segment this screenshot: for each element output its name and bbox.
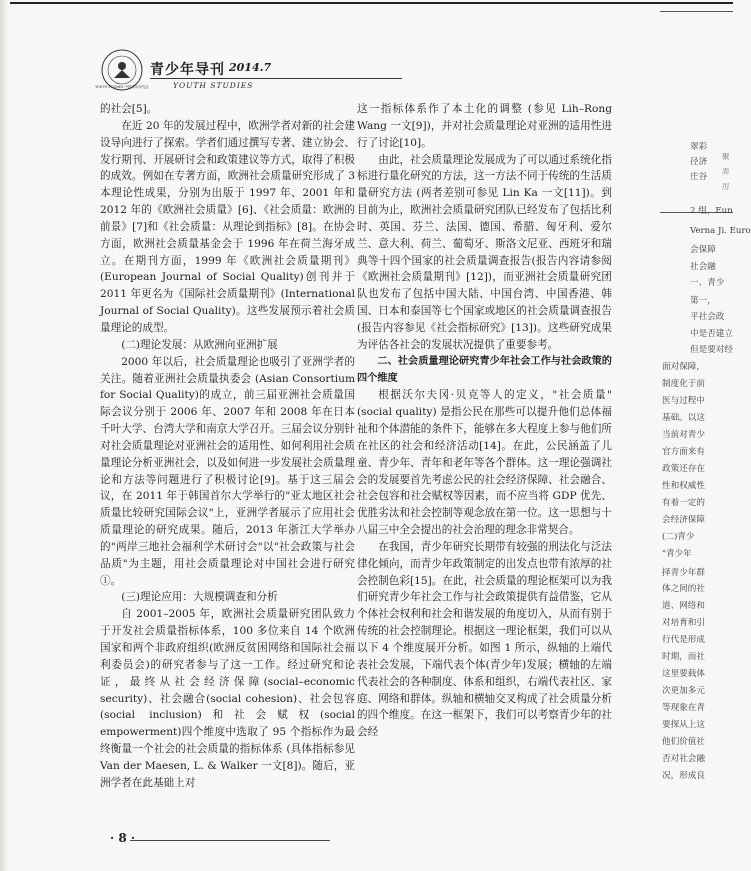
next-page-fragment: 行代是形成 <box>662 635 705 645</box>
next-page-fragment: 时期，而社 <box>662 652 705 662</box>
next-page-fragment: 会保障 <box>690 245 716 255</box>
paragraph: 由此，社会质量理论发展成为了可以通过系统化指标进行量化研究的方法，这一方法不同于传统的生活质量研究方法 (两者差别可参见 Lin Ka 一文[11])。到目前为止，欧洲社会质量研究团队已经发布了包括比利时、英国、芬兰、法国、德国、希腊、匈牙利、爱尔兰、意大利、荷兰、葡萄牙、斯洛文尼亚、西班牙和瑞典等十四个国家的社会质量调查报告(报告内容请参阅《欧洲社会质量期刊》[12])，而亚洲社会质量研究团队也发布了包括中国大陆、中国台湾、中国香港、韩国、日本和泰国等七个国家或地区的社会质量调查报告(报告内容参见《社会指标研究》[13])。这些研究成果为评估各社会的发展状况提供了重要参考。 <box>357 153 612 351</box>
next-page-ghost-glyph: 弄 <box>722 167 730 176</box>
paragraph: 在我国，青少年研究长期带有较强的刑法化与泛法律化倾向，而青少年政策制定的出发点也带有浓厚的社会控制色彩[15]。在此，社会质量的理论框架可以为我们研究青少年社会工作与社会政策提供有益借鉴，它从个体社会权利和社会和谐发展的角度切入，从而有别于传统的社会控制理论。根据这一理论框架，我们可以从以下 4 个维度展开分析。如图 1 所示，纵轴的上端代表社会发展，下端代表个体(青少年)发展；横轴的左端代表社会的各种制度、体系和组织，右端代表社区、家庭、网络和群体。纵轴和横轴交叉构成了社会质量分析的四个维度。在这一框架下，我们可以考察青少年的社会经 <box>357 540 612 739</box>
next-page-fragment: 这里要载体 <box>662 669 705 679</box>
journal-title: 青少年导刊 <box>150 62 225 78</box>
journal-title-en: YOUTH STUDIES <box>173 81 254 90</box>
issue-number: 2014.7 <box>229 61 272 74</box>
next-page-bleed <box>660 0 751 871</box>
next-page-top-rule <box>660 11 733 12</box>
page-number: · 8 · <box>110 831 136 845</box>
paragraph: 2000 年以后，社会质量理论也吸引了亚洲学者的关注。随着亚洲社会质量执委会 (Asian Consortium for Social Quality)的成立，前三届亚洲社会质量国际会议分别于 2006 年、2007 年和 2008 年在日本千叶大学、台湾大学和南京大学召开。三届会议分别针对社会质量理论对亚洲社会的适用性、如何利用社会质量理论分析亚洲社会，以及如何进一步发展社会质量理论和方法等问题进行了积极讨论[9]。基于这三届会议，在 2011 年于韩国首尔大学举行的"亚太地区社会质量比较研究国际会议"上，亚洲学者展示了应用社会质量理论的研究成果。随后，2013 年浙江大学举办的"两岸三地社会福利学术研讨会"以"社会政策与社会品质"为主题，用社会质量理论对中国社会进行研究①。 <box>100 355 355 587</box>
next-page-fragment: 第一， <box>690 296 716 306</box>
next-page-fragment: 径济 <box>690 157 708 167</box>
right-text-column <box>357 101 612 741</box>
next-page-fragment: 对培育和引 <box>662 618 705 628</box>
next-page-fragment: (二)青少 <box>662 532 695 542</box>
next-page-ghost-glyph: 厉 <box>722 182 730 191</box>
paragraph: 在近 20 年的发展过程中，欧洲学者对新的社会建设导向进行了探索。学者们通过撰写专著、建立协会、发行期刊、开展研讨会和政策建议等方式，取得了积极的成效。例如在专著方面，欧洲社会质量研究形成了 3 本理论性成果，分别为出版于 1997 年、2001 年和 2012 年的《欧洲社会质量》[6]、《社会质量：欧洲的前景》[7]和《社会质量：从理论到指标》[8]。在协会方面，欧洲社会质量基金会于 1996 年在荷兰海牙成立。在期刊方面，1999 年《欧洲社会质量期刊》(European Journal of Social Quality)创刊并于 2011 年更名为《国际社会质量期刊》(International Journal of Social Quality)。这些发展预示着社会质量理论的成型。 <box>100 119 355 334</box>
next-page-fragment: 当前对青少 <box>662 430 705 440</box>
next-page-fragment: 面对保障， <box>662 362 705 372</box>
paragraph: 这一指标体系作了本土化的调整 (参见 Lih–Rong Wang 一文[9])，并对社会质量理论对亚洲的适用性进行了讨论[10]。 <box>357 103 612 149</box>
next-page-fragment: 否对社会融 <box>662 754 705 764</box>
next-page-fragment: 平社会政 <box>690 312 725 322</box>
next-page-fragment: 他们价值社 <box>662 737 705 747</box>
next-page-fragment: 有着一定的 <box>662 498 705 508</box>
next-page-fragment: "青少年 <box>662 549 692 559</box>
next-page-fragment: 一、青少 <box>690 278 725 288</box>
next-page-fragment: 庄谷 <box>690 172 708 182</box>
paragraph: 的社会[5]。 <box>100 103 158 115</box>
next-page-fragment: 中是否建立 <box>690 329 733 339</box>
next-page-fragment: 制度化于前 <box>662 379 705 389</box>
next-page-fragment: 翠彩 <box>690 142 708 152</box>
top-rule <box>10 2 733 4</box>
next-page-fragment: 体之间的社 <box>662 584 705 594</box>
subsection-heading: (二)理论发展：从欧洲向亚洲扩展 <box>121 338 278 351</box>
logo-text: YOUTH STUDIES 中国青年研究会 <box>95 85 149 89</box>
next-page-fragment: 等现象在青 <box>662 703 705 713</box>
left-text-column <box>100 101 355 792</box>
next-page-fragment: 官方面来有 <box>662 447 705 457</box>
journal-logo <box>95 48 149 92</box>
next-page-ghost-glyph: 聚 <box>722 152 730 161</box>
paragraph: 自 2001–2005 年，欧洲社会质量研究团队致力于开发社会质量指标体系，100 多位来自 14 个欧洲国家和两个非政府组织(欧洲反贫困网络和国际社会福利委员会)的研究者参与了这一工作。经过研究和论证，最终从社会经济保障(social–economic security)、社会融合(social cohesion)、社会包容(social inclusion)和社会赋权(social empowerment)四个维度中选取了 95 个指标作为最终衡量一个社会的社会质量的指标体系 (具体指标参见 Van der Maesen, L. & Walker 一文[8])。随后，亚洲学者在此基础上对 <box>100 608 355 789</box>
next-page-fragment: 道、网络和 <box>662 601 705 611</box>
subsection-heading: (三)理论应用：大规模调查和分析 <box>121 591 278 604</box>
next-page-fragment: Verna Ji. Euro <box>690 226 751 236</box>
next-page-fragment: 社会融 <box>690 262 716 272</box>
paragraph: 根据沃尔夫冈·贝克等人的定义，"社会质量"(social quality) 是指公民在那些可以提升他们总体福祉和个体潜能的条件下，能够在多大程度上参与他们所在社区的社会和经济活动[14]。在此，公民涵盖了儿童、青少年、青年和老年等各个群体。这一理论强调社会的发展要首先考虑公民的社会经济保障、社会融合、社会包容和社会赋权等因素，而不应当将 GDP 优先、优胜劣汰和社会控制等观念放在第一位。这一思想与十八届三中全会提出的社会治理的理念非常契合。 <box>357 389 612 537</box>
next-page-fragment: 择青少年群 <box>662 568 705 578</box>
next-page-fragment: 政策还存在 <box>662 464 705 474</box>
next-page-fragment: 基础。以这 <box>662 413 705 423</box>
next-page-fragment: 2 组，Eun <box>690 206 733 216</box>
next-page-fragment: 会经济保障 <box>662 515 705 525</box>
next-page-fragment: 次更加多元 <box>662 686 705 696</box>
section-heading: 二、社会质量理论研究青少年社会工作与社会政策的四个维度 <box>357 355 612 384</box>
next-page-fragment: 性和权威性 <box>662 481 705 491</box>
next-page-fragment: 医与过程中 <box>662 396 705 406</box>
next-page-fragment: 但是要对经 <box>690 345 733 355</box>
next-page-fragment: 况，形成良 <box>662 771 705 781</box>
next-page-fragment: 要探从上这 <box>662 720 705 730</box>
footer-rule <box>130 840 330 841</box>
header-rule <box>150 78 402 79</box>
page-edge-shadow <box>0 0 8 871</box>
